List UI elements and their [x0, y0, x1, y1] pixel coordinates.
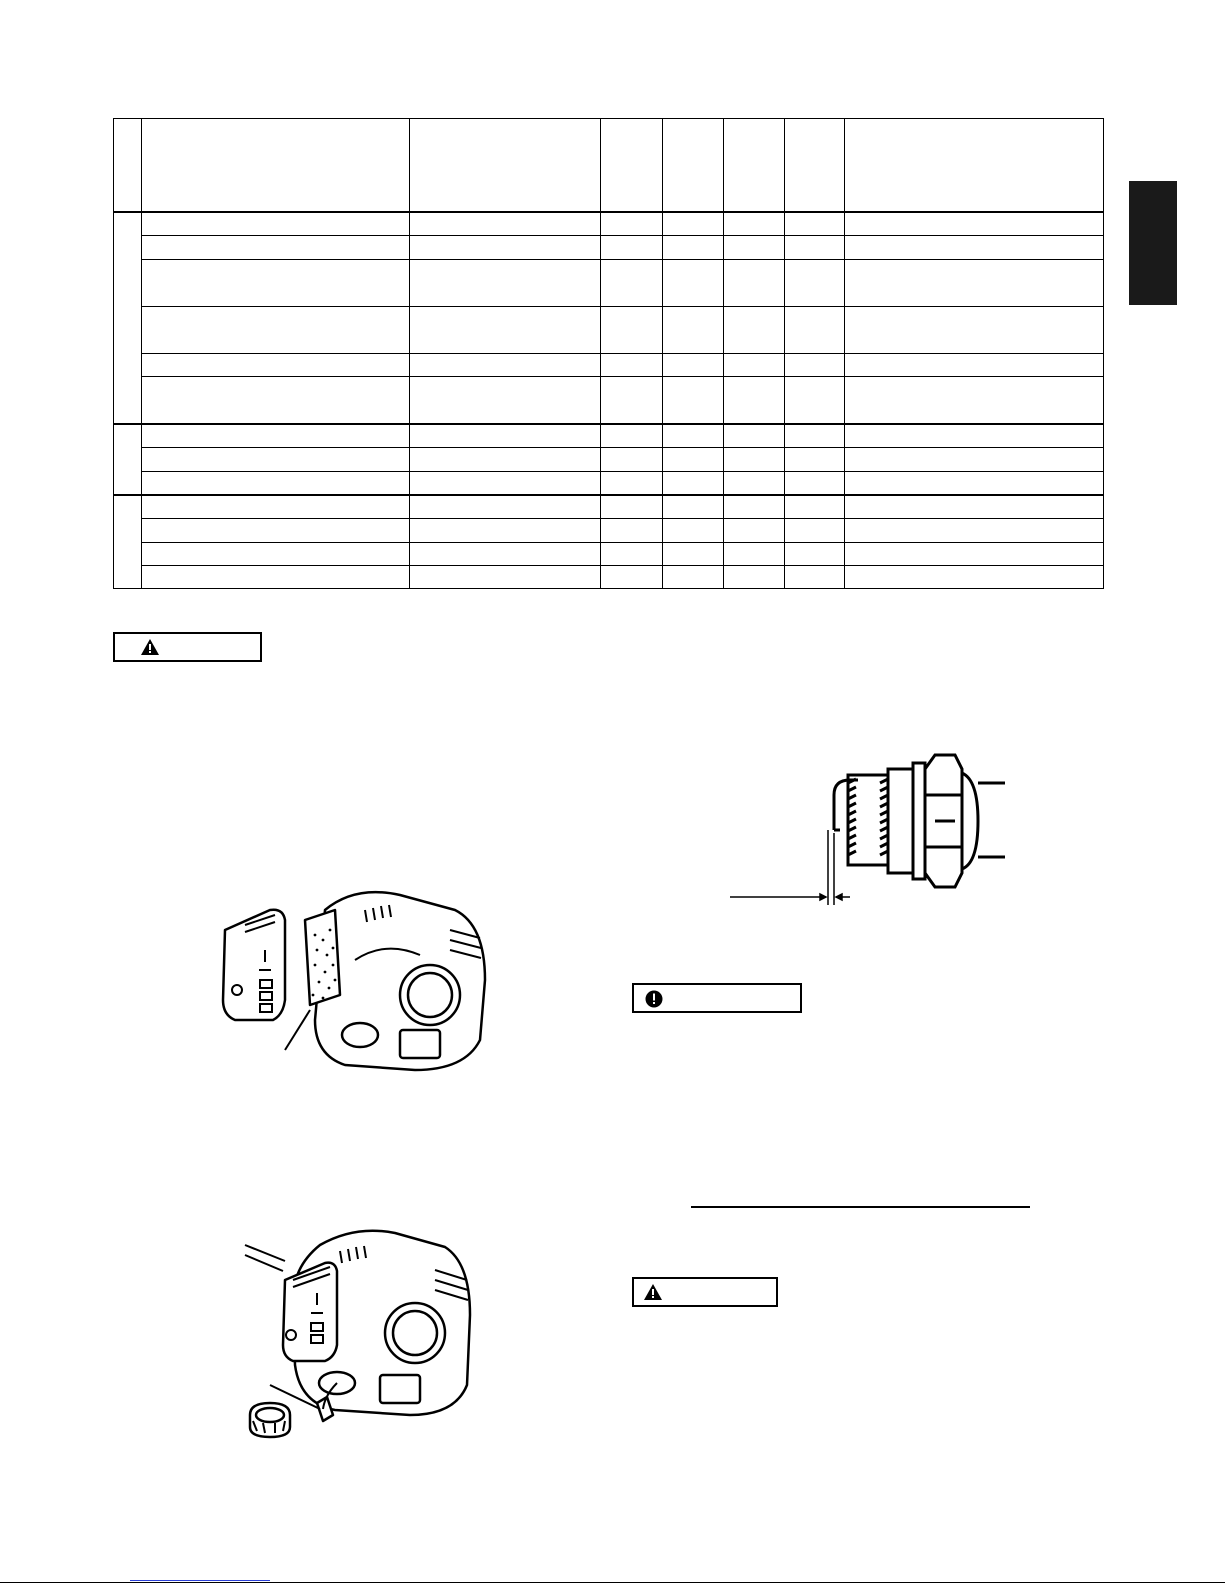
- footer-rule: [0, 1582, 1225, 1583]
- table-row: [114, 519, 1104, 543]
- maintenance-table: [113, 118, 1104, 589]
- table-row: [114, 566, 1104, 589]
- engine-air-filter-illustration: [215, 880, 495, 1080]
- engine-fuel-cap-illustration: [245, 1225, 480, 1455]
- table-header-cell: [142, 119, 410, 212]
- warning-notice: [632, 1277, 778, 1307]
- spark-plug-gap-illustration: [730, 755, 1020, 915]
- table-row: [114, 354, 1104, 377]
- table-row: [114, 377, 1104, 424]
- table-group-cell: [114, 495, 142, 589]
- warning-triangle-icon: [141, 639, 159, 655]
- table-header-cell: [724, 119, 785, 212]
- warning-notice: [113, 632, 262, 662]
- table-row: [114, 448, 1104, 472]
- table-row: [114, 236, 1104, 260]
- table-header-cell: [663, 119, 724, 212]
- important-notice: [632, 983, 802, 1013]
- footer-link-underline: [130, 1580, 270, 1581]
- section-side-tab: [1129, 181, 1177, 305]
- table-group-cell: [114, 424, 142, 495]
- table-row: [114, 472, 1104, 495]
- table-row: [114, 543, 1104, 566]
- table-header-cell: [114, 119, 142, 212]
- section-divider: [691, 1206, 1030, 1208]
- warning-triangle-icon: [644, 1284, 662, 1300]
- table-group-cell: [114, 212, 142, 424]
- table-header-cell: [601, 119, 663, 212]
- table-row: [114, 495, 1104, 519]
- exclamation-circle-icon: [645, 990, 663, 1008]
- table-header-cell: [410, 119, 601, 212]
- table-header-cell: [845, 119, 1104, 212]
- table-row: [114, 424, 1104, 448]
- table-row: [114, 260, 1104, 307]
- table-row: [114, 307, 1104, 354]
- table-header-row: [114, 119, 1104, 212]
- table-header-cell: [785, 119, 845, 212]
- table-row: [114, 212, 1104, 236]
